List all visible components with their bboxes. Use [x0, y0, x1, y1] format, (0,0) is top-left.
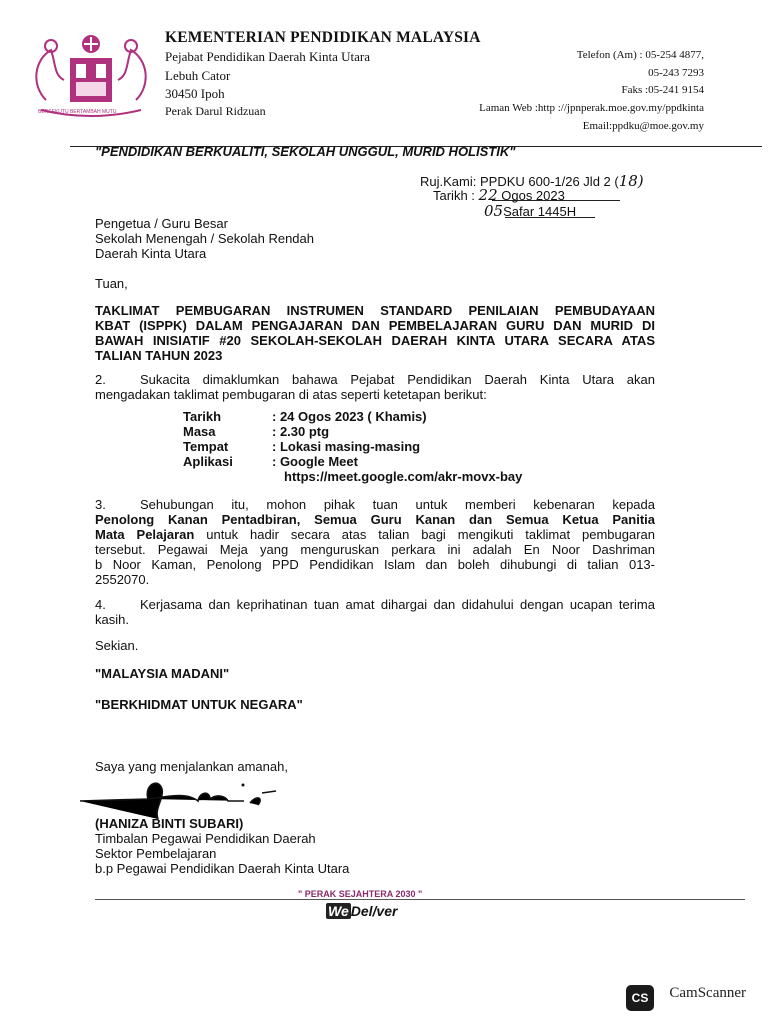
closing-text: Sekian.: [95, 638, 139, 653]
date-underline: [492, 200, 620, 201]
salutation: Tuan,: [95, 276, 128, 291]
detail-value-time: : 2.30 ptg: [272, 424, 330, 439]
para2-line-1: Sukacita dimaklumkan bahawa Pejabat Pendidikan Daerah Kinta Utara akan: [140, 372, 655, 387]
education-motto: "PENDIDIKAN BERKUALITI, SEKOLAH UNGGUL, MURID HOLISTIK": [95, 144, 516, 159]
para4-line-1: Kerjasama dan keprihatinan tuan amat dihargai dan didahului dengan ucapan terima: [140, 597, 655, 612]
para4-line-2: kasih.: [95, 612, 129, 627]
subject-title: TAKLIMAT PEMBUGARAN INSTRUMEN STANDARD PENILAIAN PEMBUDAYAAN KBAT (ISPPK) DALAM PENGAJARAN DAN PEMBELAJARAN GURU DAN MURID DI BAWAH INISIATIF #20 SEKOLAH-SEKOLAH DAERAH KINTA UTARA SECARA ATAS TALIAN TAHUN 2023: [95, 303, 655, 363]
detail-label-time: Masa: [183, 424, 216, 439]
para3-line-5: b Noor Kaman, Penolong PPD Pendidikan Islam dan boleh dihubungi di talian 013-: [95, 557, 655, 572]
para3-line-6: 2552070.: [95, 572, 150, 587]
footer-slogan: " PERAK SEJAHTERA 2030 ": [298, 889, 423, 899]
ministry-name: KEMENTERIAN PENDIDIKAN MALAYSIA: [165, 29, 481, 46]
signatory-name: (HANIZA BINTI SUBARI): [95, 816, 244, 831]
contact-phone: Telefon (Am) : 05-254 4877,: [576, 49, 704, 61]
date-handwritten: 22: [478, 186, 498, 204]
para3-line-1: Sehubungan itu, mohon pihak tuan untuk memberi kebenaran kepada: [140, 497, 655, 512]
contact-email: Email:ppdku@moe.gov.my: [582, 120, 704, 132]
footer-brand-logo: We Del/ver: [328, 903, 398, 919]
recipient-line-2: Sekolah Menengah / Sekolah Rendah: [95, 231, 314, 246]
hijri-underline: [505, 217, 595, 218]
crest-motto: BERSEKUTU BERTAMBAH MUTU: [38, 109, 117, 115]
amanah-text: Saya yang menjalankan amanah,: [95, 759, 288, 774]
detail-value-date: : 24 Ogos 2023 ( Khamis): [272, 409, 427, 424]
slogan-berkhidmat: "BERKHIDMAT UNTUK NEGARA": [95, 697, 303, 712]
hijri-handwritten: 05: [484, 202, 504, 220]
detail-value-application: : Google Meet: [272, 454, 358, 469]
recipient-line-1: Pengetua / Guru Besar: [95, 216, 228, 231]
slogan-malaysia-madani: "MALAYSIA MADANI": [95, 666, 230, 681]
reference-date: Tarikh : 22 Ogos 2023: [433, 186, 565, 204]
para2-number: 2.: [95, 372, 106, 387]
reference-handwritten: 18): [618, 172, 644, 190]
reference-hijri-date: 05Safar 1445H: [484, 202, 577, 220]
recipient-line-3: Daerah Kinta Utara: [95, 246, 207, 261]
para3-line-4: tersebut. Pegawai Meja yang menguruskan perkara ini adalah En Noor Dashriman: [95, 542, 655, 557]
para3-line-3: Mata Pelajaran untuk hadir secara atas talian bagi mengikuti taklimat pembugaran: [95, 527, 656, 542]
contact-website: Laman Web :http ://jpnperak.moe.gov.my/ppdkinta: [479, 102, 704, 114]
para3-number: 3.: [95, 497, 106, 512]
para4-number: 4.: [95, 597, 106, 612]
contact-fax: Faks :05-241 9154: [621, 84, 704, 96]
detail-label-venue: Tempat: [183, 439, 229, 454]
address-postcode: 30450 Ipoh: [165, 86, 225, 101]
reference-number: Ruj.Kami: PPDKU 600-1/26 Jld 2 (18): [420, 172, 644, 190]
contact-phone-2: 05-243 7293: [648, 67, 704, 79]
camscanner-watermark: CamScanner: [669, 985, 746, 1001]
address-street: Lebuh Cator: [165, 68, 231, 83]
meet-link[interactable]: https://meet.google.com/akr-movx-bay: [284, 469, 523, 484]
camscanner-logo-icon: CS: [626, 985, 654, 1011]
detail-label-application: Aplikasi: [183, 454, 233, 469]
signatory-on-behalf: b.p Pegawai Pendidikan Daerah Kinta Utara: [95, 861, 350, 876]
para2-line-2: mengadakan taklimat pembugaran di atas seperti ketetapan berikut:: [95, 387, 487, 402]
detail-value-venue: : Lokasi masing-masing: [272, 439, 421, 454]
footer-divider: [95, 899, 745, 900]
detail-label-date: Tarikh: [183, 409, 222, 424]
signatory-sector: Sektor Pembelajaran: [95, 846, 217, 861]
office-name: Pejabat Pendidikan Daerah Kinta Utara: [165, 49, 371, 64]
signatory-title: Timbalan Pegawai Pendidikan Daerah: [95, 831, 316, 846]
para3-line-2: Penolong Kanan Pentadbiran, Semua Guru Kanan dan Semua Ketua Panitia: [95, 512, 655, 527]
address-state: Perak Darul Ridzuan: [165, 104, 266, 118]
